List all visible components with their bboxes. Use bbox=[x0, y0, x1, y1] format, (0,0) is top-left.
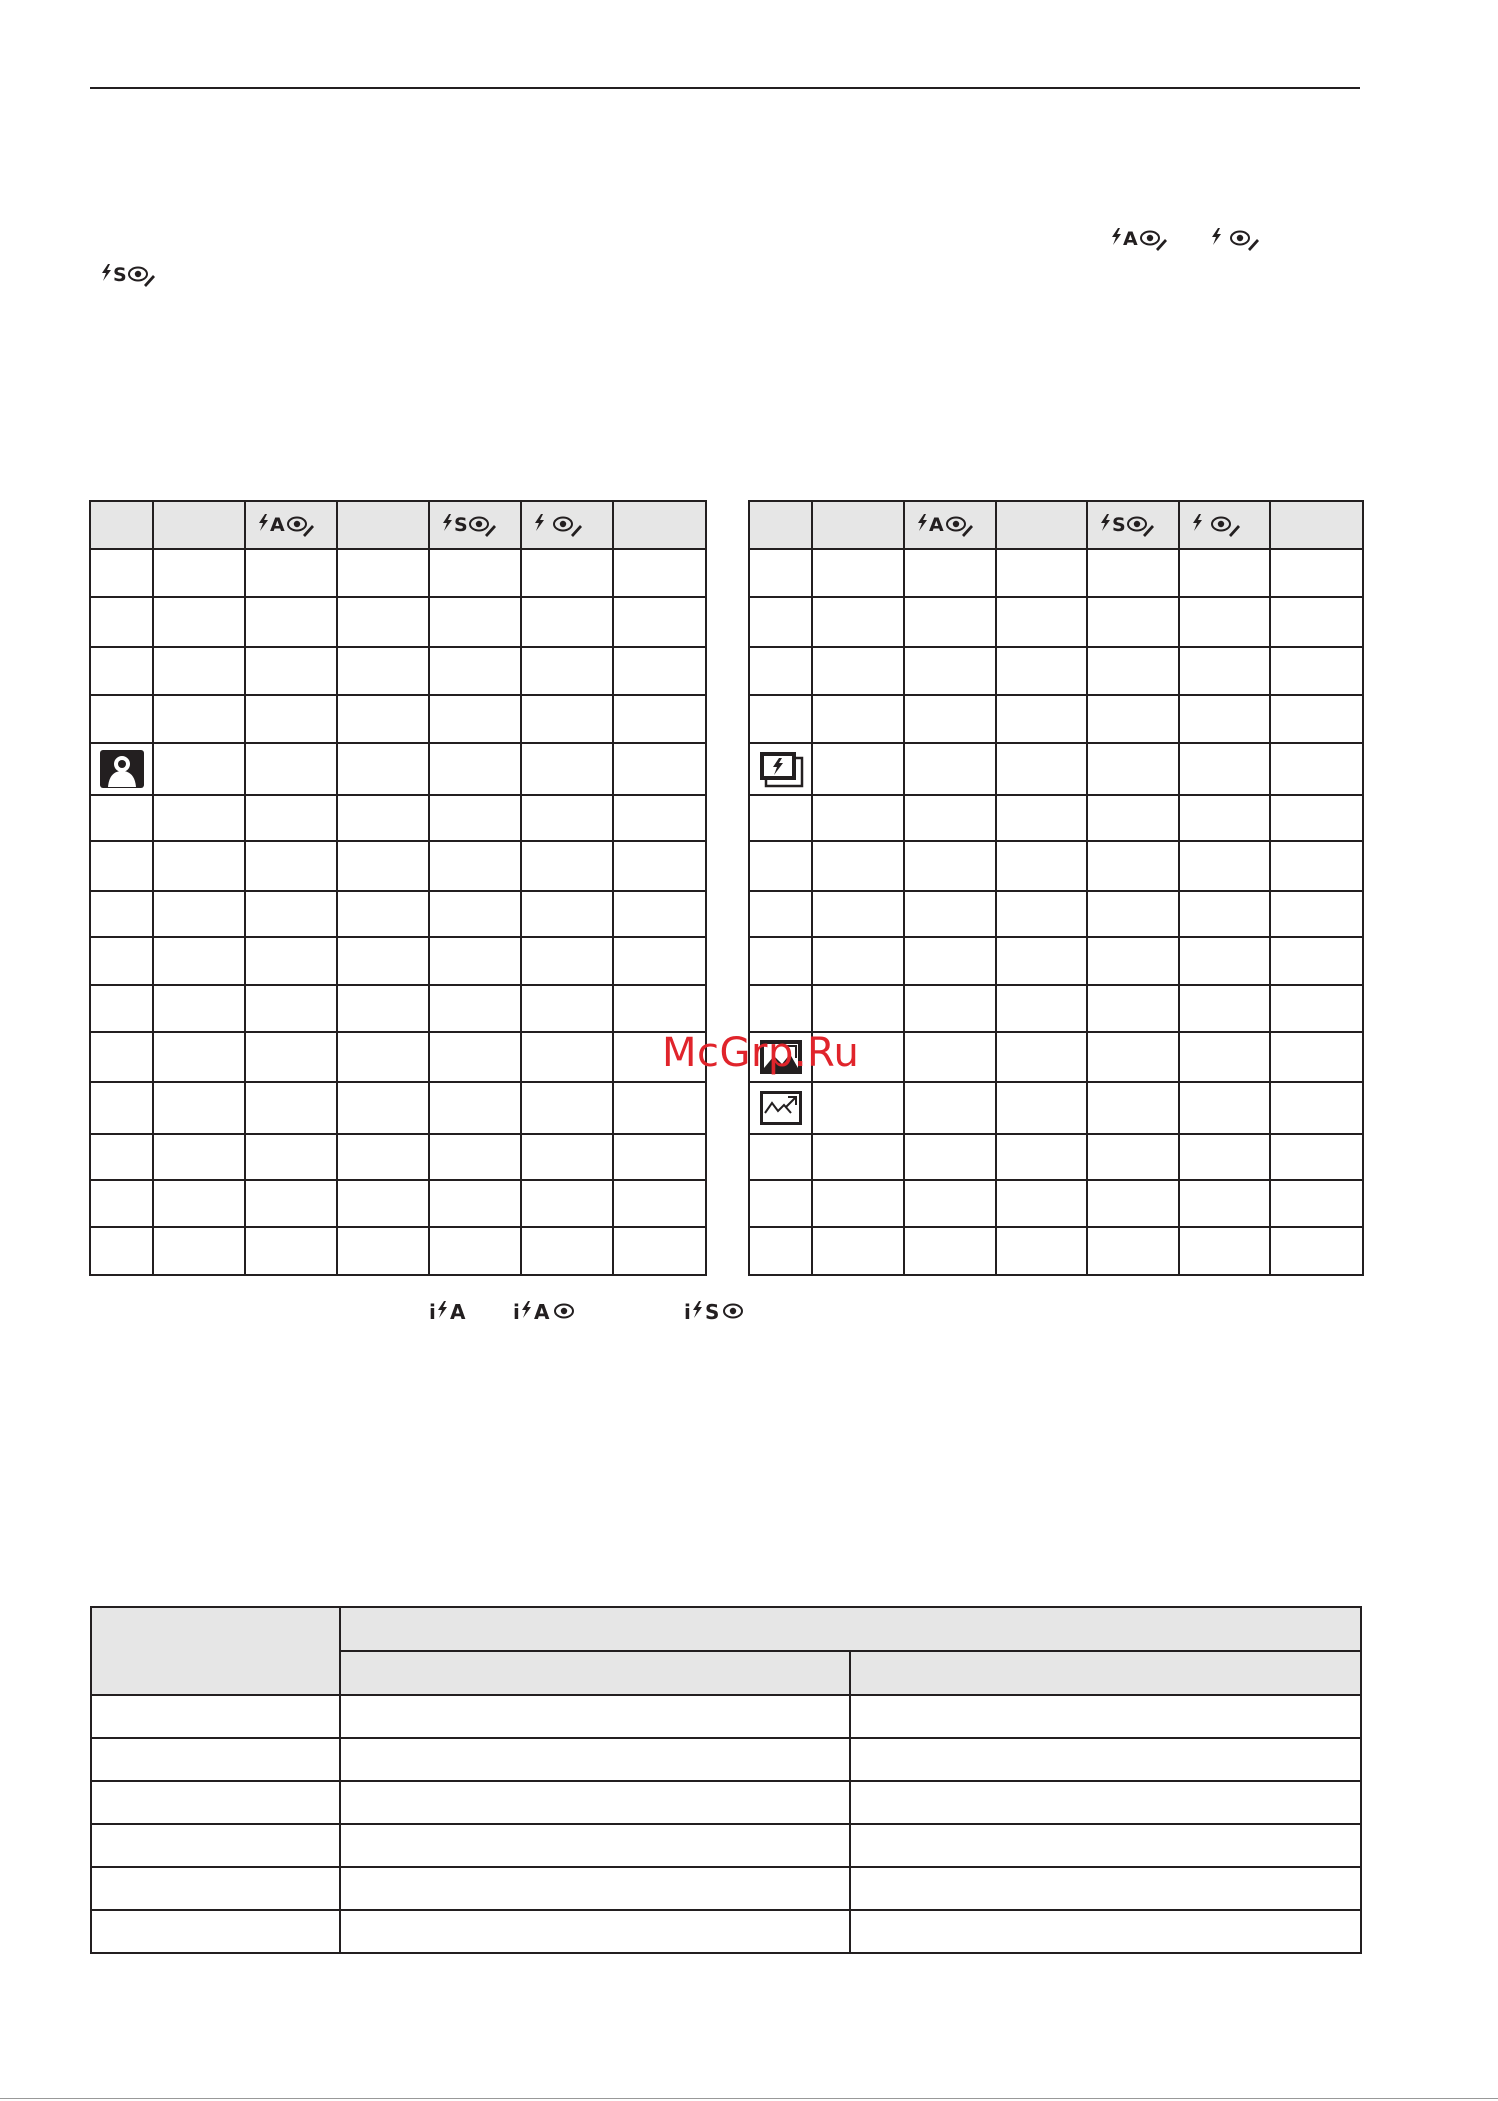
svg-text:A: A bbox=[1123, 228, 1138, 250]
svg-text:S: S bbox=[113, 264, 127, 286]
table-header-row bbox=[90, 501, 706, 549]
table-row bbox=[91, 1695, 1361, 1738]
svg-text:A: A bbox=[270, 514, 285, 536]
scene-landscape-icon bbox=[758, 1089, 804, 1127]
flash-slow-redeye-icon bbox=[441, 510, 509, 540]
table-row bbox=[90, 841, 706, 891]
table-row bbox=[90, 891, 706, 937]
table-row bbox=[749, 795, 1363, 841]
svg-text:i: i bbox=[429, 1300, 436, 1324]
watermark: McGrp.Ru bbox=[662, 1030, 860, 1076]
svg-text:i: i bbox=[513, 1300, 520, 1324]
table-row bbox=[749, 1134, 1363, 1180]
table-row bbox=[749, 743, 1363, 795]
table-row bbox=[749, 1180, 1363, 1227]
table-row bbox=[90, 695, 706, 743]
scene-night-portrait-icon bbox=[99, 749, 145, 789]
flash-auto-redeye-icon bbox=[916, 510, 984, 540]
table-row bbox=[90, 1082, 706, 1134]
ia-flash-auto-redeye-icon bbox=[512, 1298, 596, 1324]
scene-flash-burst-icon bbox=[758, 750, 804, 788]
table-header-row bbox=[749, 501, 1363, 549]
table-row bbox=[90, 743, 706, 795]
svg-text:i: i bbox=[684, 1300, 691, 1324]
table-row bbox=[90, 549, 706, 597]
svg-text:A: A bbox=[534, 1300, 550, 1324]
svg-text:S: S bbox=[454, 514, 468, 536]
table-row bbox=[749, 985, 1363, 1032]
table-row bbox=[749, 891, 1363, 937]
flash-slow-redeye-icon bbox=[100, 260, 168, 290]
table-row bbox=[749, 1082, 1363, 1134]
table-row bbox=[90, 985, 706, 1032]
table-row bbox=[90, 1032, 706, 1082]
svg-text:S: S bbox=[1112, 514, 1126, 536]
flash-on-redeye-icon bbox=[1210, 224, 1278, 254]
table-row bbox=[90, 647, 706, 695]
table-row bbox=[749, 937, 1363, 985]
flash-compat-table-left bbox=[89, 500, 707, 1276]
bottom-rule bbox=[0, 2098, 1498, 2099]
svg-text:A: A bbox=[450, 1300, 466, 1324]
table-row bbox=[749, 647, 1363, 695]
flash-slow-redeye-icon bbox=[1099, 510, 1167, 540]
flash-auto-redeye-icon bbox=[1110, 224, 1178, 254]
table-row bbox=[90, 1180, 706, 1227]
table-row bbox=[749, 597, 1363, 647]
top-rule bbox=[90, 87, 1360, 89]
flash-on-redeye-icon bbox=[1191, 510, 1259, 540]
flash-range-table bbox=[90, 1606, 1362, 1954]
table-row bbox=[749, 1227, 1363, 1275]
table-row bbox=[91, 1781, 1361, 1824]
table-row bbox=[91, 1738, 1361, 1781]
table-row bbox=[91, 1867, 1361, 1910]
svg-text:S: S bbox=[705, 1300, 720, 1324]
table-row bbox=[91, 1910, 1361, 1953]
flash-on-redeye-icon bbox=[533, 510, 601, 540]
table-row bbox=[749, 841, 1363, 891]
table-row bbox=[90, 1227, 706, 1275]
table-row bbox=[91, 1824, 1361, 1867]
table-row bbox=[90, 1134, 706, 1180]
table-header-row bbox=[91, 1607, 1361, 1651]
table-row bbox=[749, 549, 1363, 597]
ia-flash-slow-redeye-icon bbox=[683, 1298, 767, 1324]
table-row bbox=[749, 695, 1363, 743]
table-row bbox=[90, 937, 706, 985]
svg-text:A: A bbox=[929, 514, 944, 536]
flash-compat-table-right bbox=[748, 500, 1364, 1276]
flash-auto-redeye-icon bbox=[257, 510, 325, 540]
ia-flash-auto-icon bbox=[428, 1298, 476, 1324]
table-row bbox=[90, 795, 706, 841]
table-row bbox=[90, 597, 706, 647]
